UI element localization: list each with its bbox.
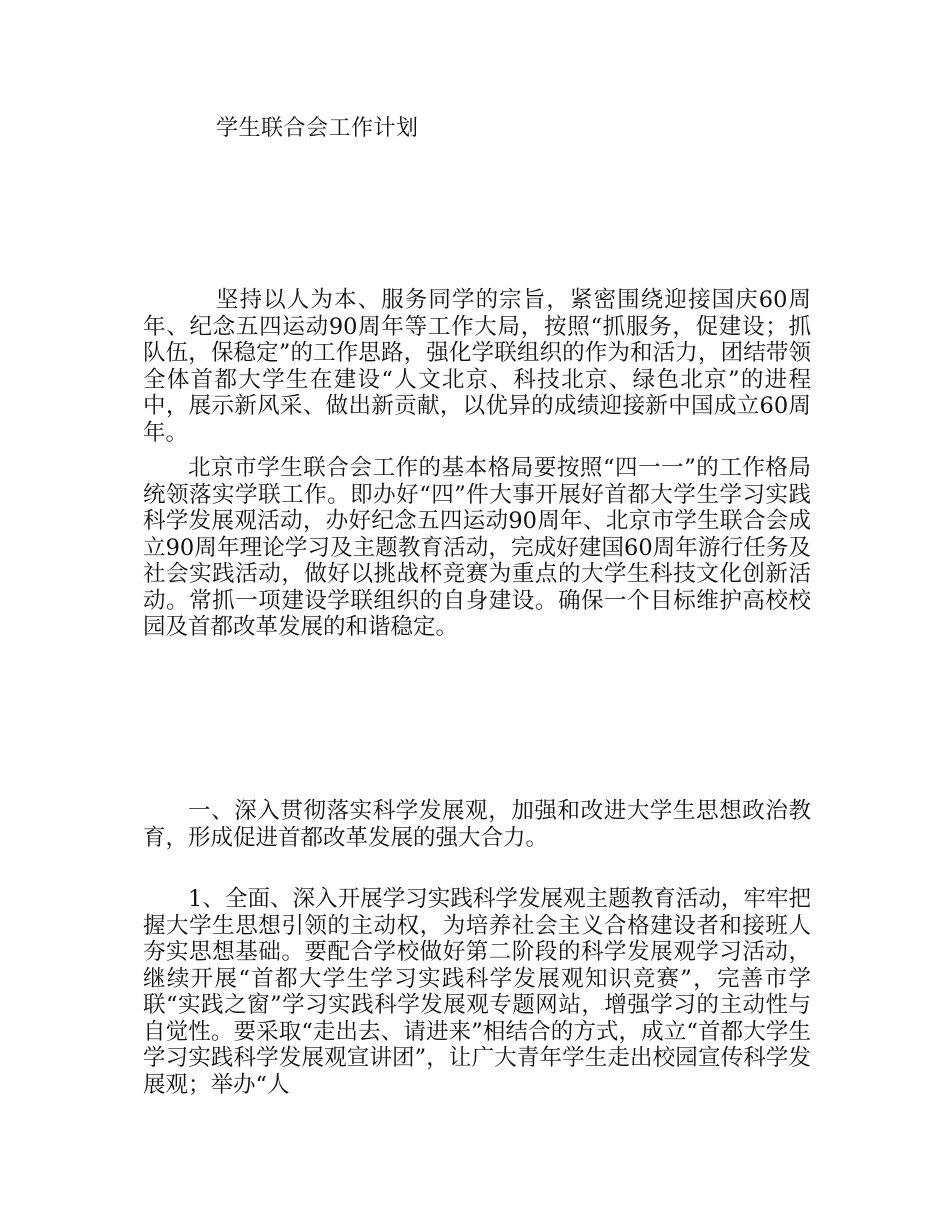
paragraph-framework: 北京市学生联合会工作的基本格局要按照“四一一”的工作格局统领落实学联工作。即办好“四”件大事开展好首都大学生学习实践科学发展观活动，办好纪念五四运动90周年、北京市学生联合会成立90周年理论学习及主题教育活动，完成好建国60周年游行任务及社会实践活动，做好以挑战杯竞赛为重点的大学生科技文化创新活动。常抓一项建设学联组织的自身建设。确保一个目标维护高校校园及首都改革发展的和谐稳定。 — [143, 455, 811, 640]
paragraph-item-1: 1、全面、深入开展学习实践科学发展观主题教育活动，牢牢把握大学生思想引领的主动权，为培养社会主义合格建设者和接班人夯实思想基础。要配合学校做好第二阶段的科学发展观学习活动，继续开展“首都大学生学习实践科学发展观知识竞赛”，完善市学联“实践之窗”学习实践科学发展观专题网站，增强学习的主动性与自觉性。要采取“走出去、请进来”相结合的方式，成立“首都大学生学习实践科学发展观宣讲团”，让广大青年学生走出校园宣传科学发展观；举办“人 — [143, 886, 811, 1098]
section-heading-1: 一、深入贯彻落实科学发展观，加强和改进大学生思想政治教育，形成促进首都改革发展的强大合力。 — [143, 798, 811, 851]
paragraph-intro: 坚持以人为本、服务同学的宗旨，紧密围绕迎接国庆60周年、纪念五四运动90周年等工作大局，按照“抓服务，促建设；抓队伍，保稳定”的工作思路，强化学联组织的作为和活力，团结带领全体首都大学生在建设“人文北京、科技北京、绿色北京”的进程中，展示新风采、做出新贡献，以优异的成绩迎接新中国成立60周年。 — [143, 287, 811, 446]
document-title: 学生联合会工作计划 — [216, 116, 419, 141]
